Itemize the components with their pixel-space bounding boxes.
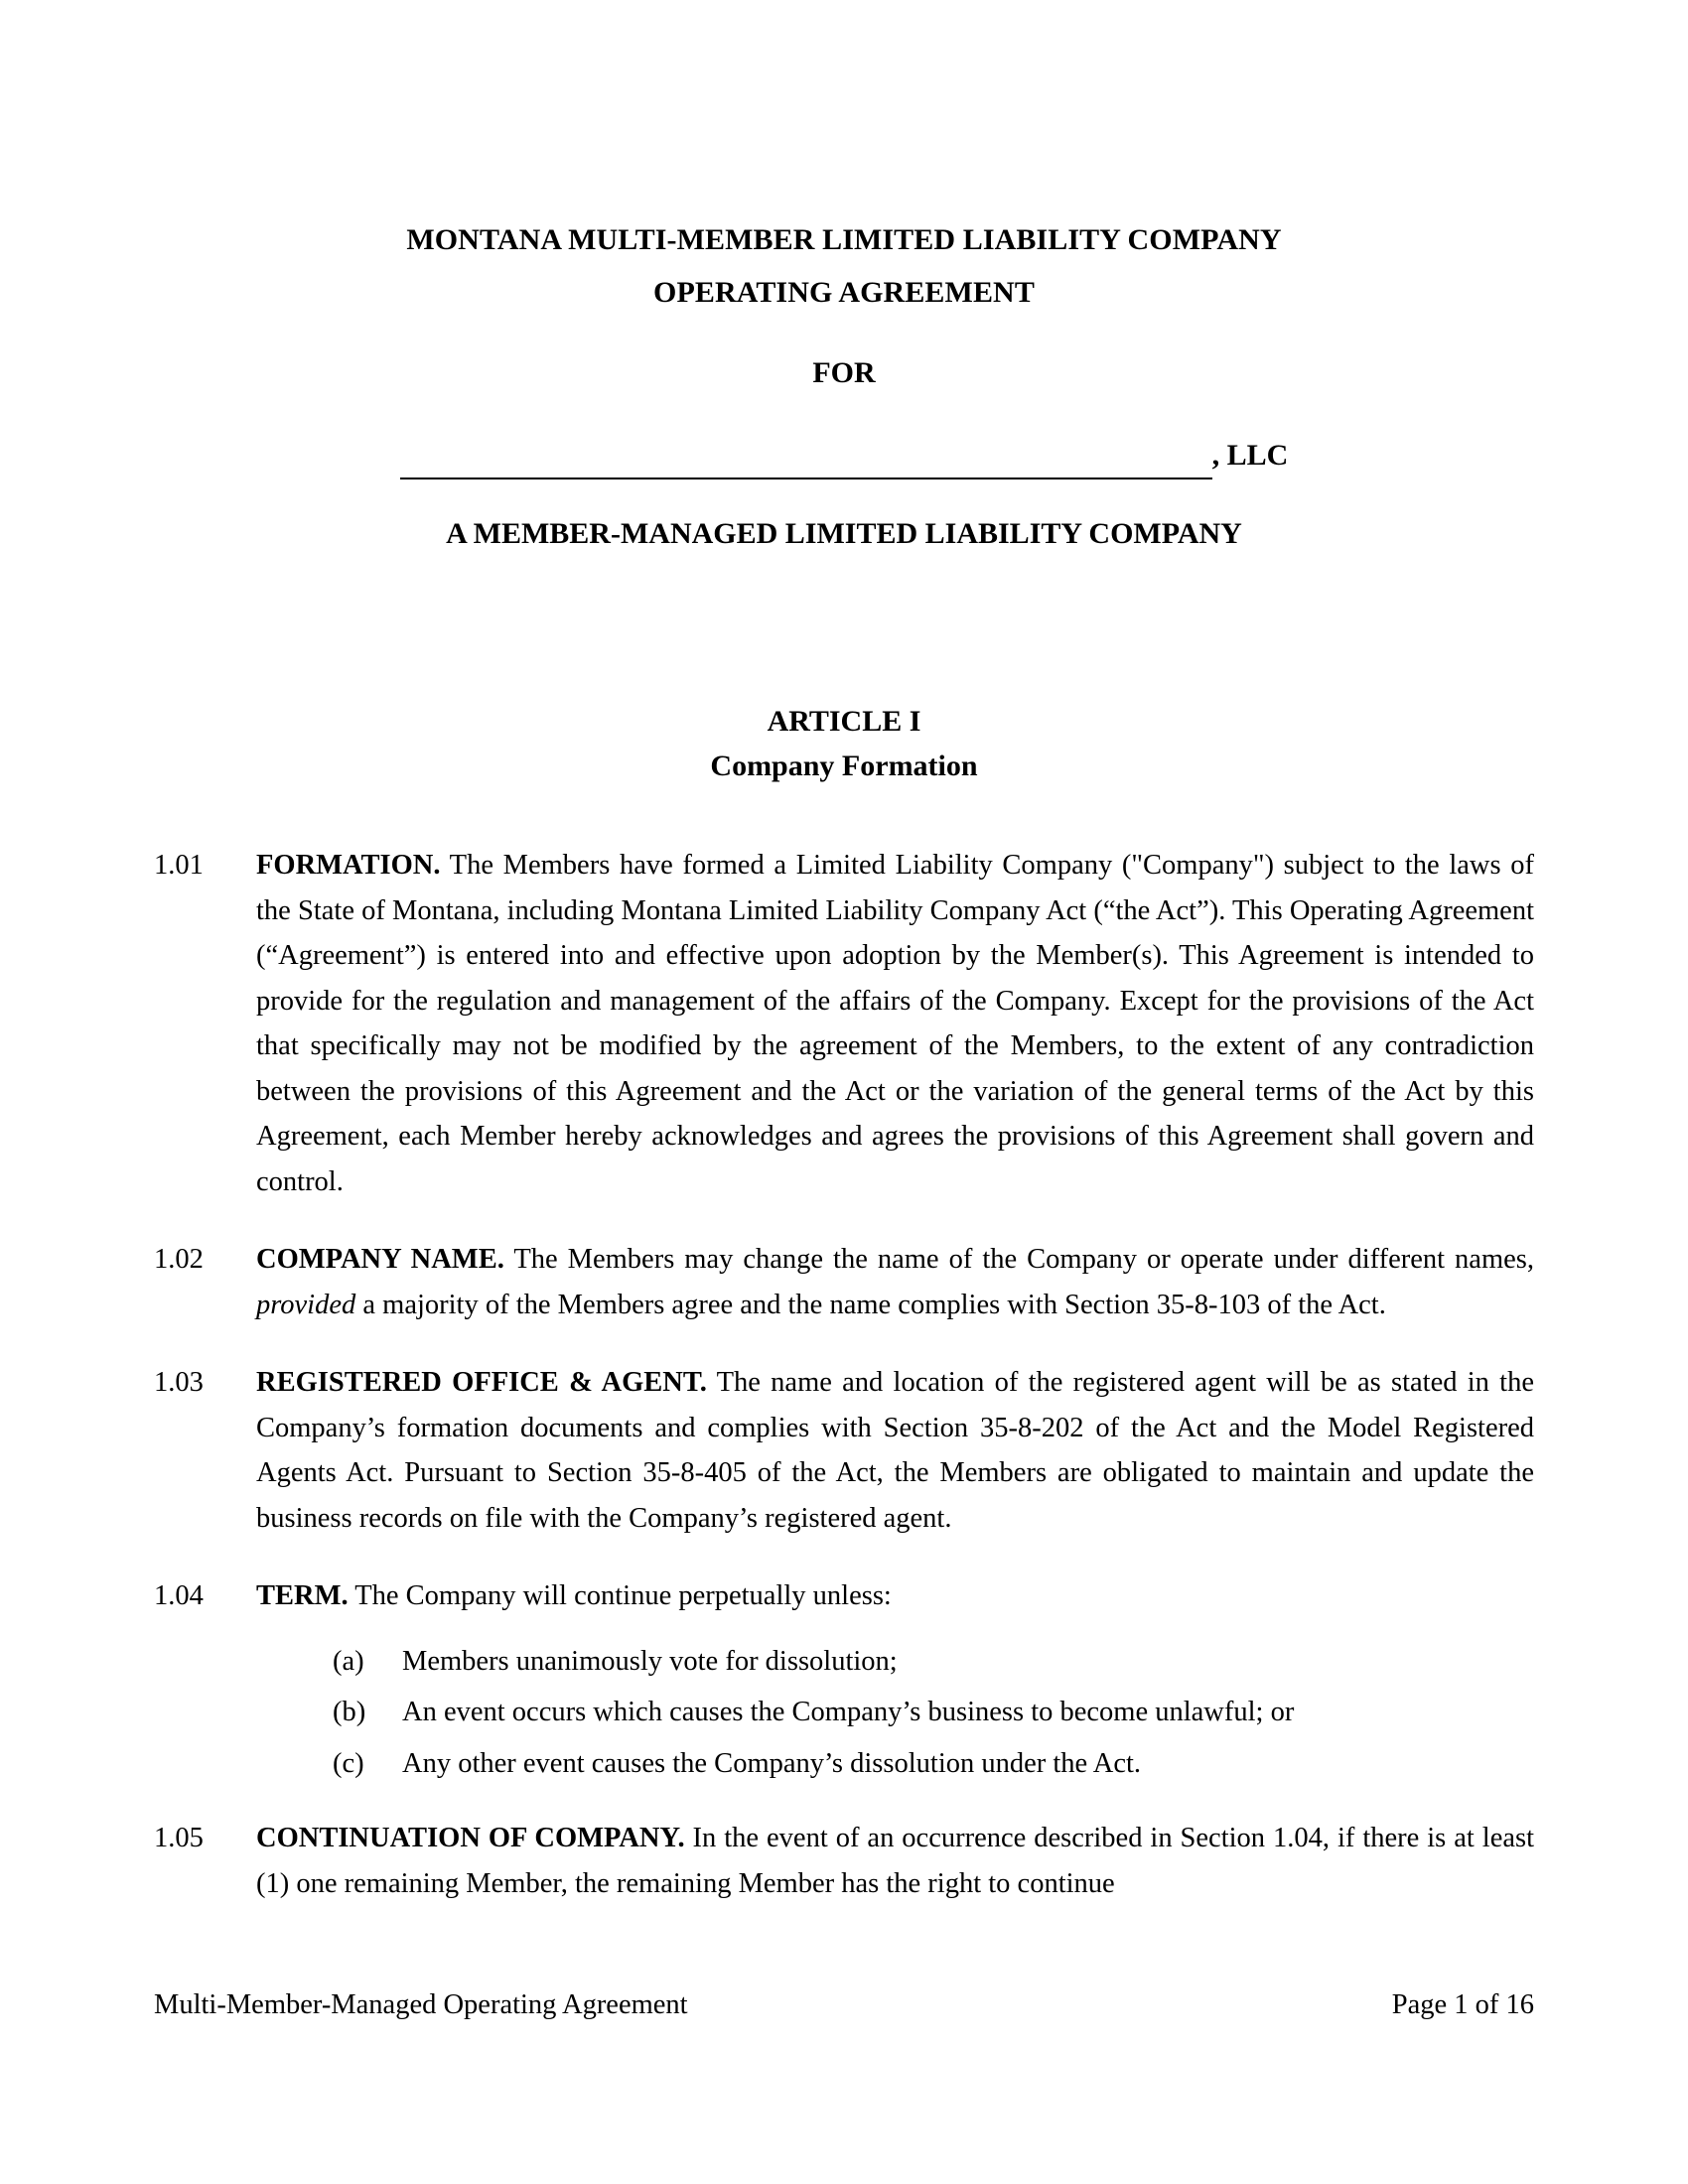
- section-heading: CONTINUATION OF COMPANY.: [256, 1823, 685, 1853]
- section-number: 1.05: [154, 1823, 204, 1853]
- list-item-text: An event occurs which causes the Company’s business to become unlawful; or: [402, 1697, 1295, 1727]
- article-number: ARTICLE I: [767, 705, 921, 738]
- section-text-part-2: a majority of the Members agree and the name complies with Section 35-8-103 of the Act.: [355, 1289, 1386, 1320]
- page-content: [154, 0, 1534, 1939]
- section-text: The name and location of the registered agent will be as stated in the Company’s formation documents and complies with Section 35-8-202 of the Act and the Model Registered Agents Act. Pursuant to Section 35-8-405 of the Act, the Members are obligated to maintain and update the business records on file with the Company’s registered agent.: [256, 1367, 1534, 1534]
- section-body: [256, 1360, 1534, 1541]
- section-1-04: [154, 1573, 1534, 1619]
- section-text: The Company will continue perpetually unless:: [348, 1580, 892, 1611]
- list-item: [154, 1639, 1534, 1685]
- footer-document-label: Multi-Member-Managed Operating Agreement: [154, 1989, 688, 2020]
- list-item-marker: (a): [333, 1645, 364, 1677]
- list-item-text: Any other event causes the Company’s dissolution under the Act.: [402, 1747, 1142, 1779]
- section-heading: COMPANY NAME.: [256, 1244, 504, 1275]
- section-body: [256, 1816, 1534, 1906]
- for-label: FOR: [812, 356, 876, 389]
- section-number: 1.03: [154, 1367, 204, 1398]
- document-title-line-1: MONTANA MULTI-MEMBER LIMITED LIABILITY COMPANY: [406, 223, 1282, 256]
- list-item: [154, 1690, 1534, 1735]
- section-body: [256, 843, 1534, 1204]
- page-footer: [154, 1985, 1534, 2025]
- section-1-05: [154, 1816, 1534, 1906]
- article-heading-block: [154, 699, 1534, 788]
- section-1-02: [154, 1237, 1534, 1327]
- list-item-text: Members unanimously vote for dissolution;: [402, 1645, 898, 1677]
- list-item-marker: (c): [333, 1747, 364, 1779]
- section-body: [256, 1237, 1534, 1327]
- section-body: [256, 1573, 1534, 1619]
- section-text-part-1: The Members may change the name of the Company or operate under different names,: [503, 1244, 1534, 1275]
- section-heading: TERM.: [256, 1580, 349, 1611]
- document-subtitle: A MEMBER-MANAGED LIMITED LIABILITY COMPANY: [446, 517, 1242, 550]
- section-text: The Members have formed a Limited Liability Company ("Company") subject to the laws of the State of Montana, including Montana Limited Liability Company Act (“the Act”). This Operating Agreement (“Agreement”) is entered into and effective upon adoption by the Member(s). This Agreement is intended to provide for the regulation and management of the affairs of the Company. Except for the provisions of the Act that specifically may not be modified by the agreement of the Members, to the extent of any contradiction between the provisions of this Agreement and the Act or the variation of the general terms of the Act by this Agreement, each Member hereby acknowledges and agrees the provisions of this Agreement shall govern and control.: [256, 850, 1534, 1197]
- section-number: 1.04: [154, 1580, 204, 1611]
- section-number: 1.01: [154, 850, 204, 881]
- company-name-blank-field[interactable]: [400, 446, 1212, 479]
- section-heading: REGISTERED OFFICE & AGENT.: [256, 1367, 707, 1398]
- footer-page-number: Page 1 of 16: [1391, 1989, 1534, 2020]
- section-1-01: [154, 843, 1534, 1204]
- list-item: [154, 1741, 1534, 1787]
- section-number: 1.02: [154, 1244, 204, 1275]
- section-1-03: [154, 1360, 1534, 1541]
- section-text-italic: provided: [256, 1289, 356, 1320]
- document-title-line-2: OPERATING AGREEMENT: [653, 276, 1035, 309]
- section-heading: FORMATION.: [256, 850, 441, 881]
- list-item-marker: (b): [333, 1697, 366, 1727]
- section-text: In the event of an occurrence described in Section 1.04, if there is at least (1) one remaining Member, the remaining Member has the right to continue: [256, 1823, 1535, 1899]
- article-name: Company Formation: [710, 750, 978, 782]
- llc-suffix-label: , LLC: [1211, 439, 1289, 472]
- term-conditions-list: [154, 1639, 1534, 1787]
- company-name-row: [154, 429, 1534, 481]
- sections-container: [154, 843, 1534, 1906]
- title-block: [154, 0, 1534, 399]
